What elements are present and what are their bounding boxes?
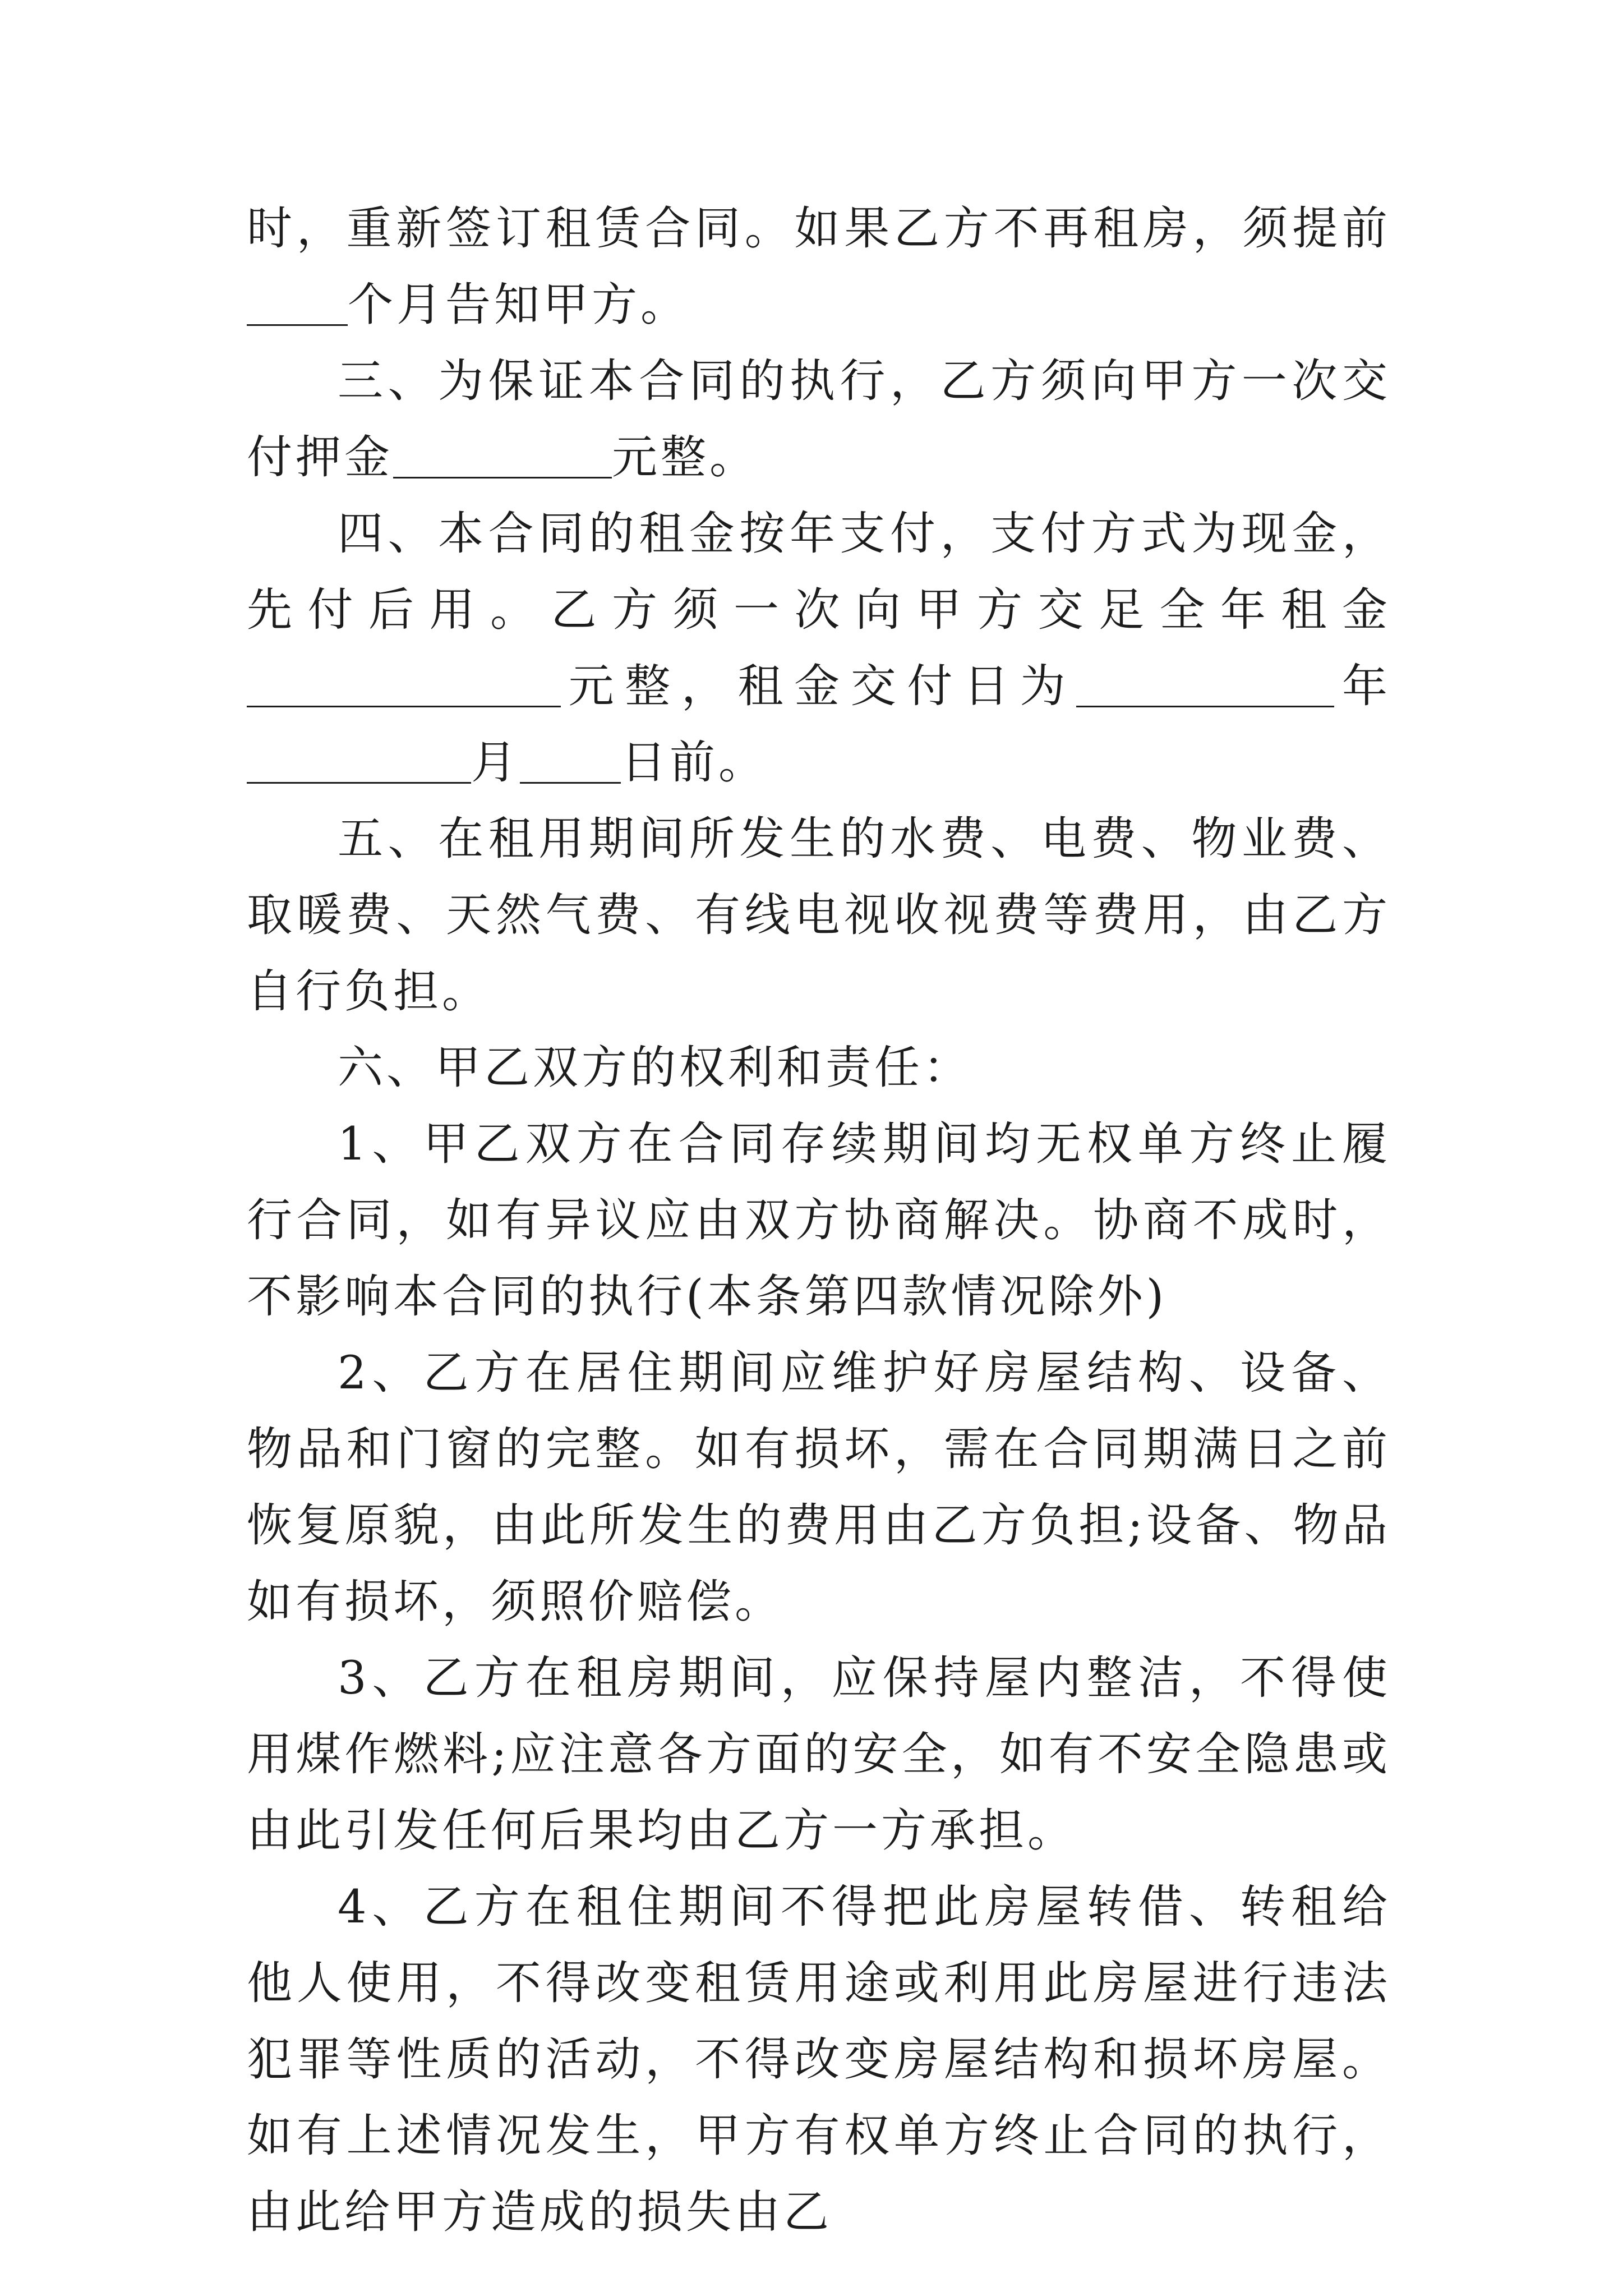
fill-in-blank-day	[520, 737, 621, 784]
paragraph-continued	[247, 191, 1391, 343]
fill-in-blank-deposit	[393, 432, 612, 478]
paragraph-text: 个月告知甲方。	[348, 279, 690, 332]
fill-in-blank-months	[247, 279, 348, 326]
paragraph-rights-heading: 六、甲乙双方的权利和责任：	[338, 1042, 972, 1094]
paragraph-text: 日前。	[621, 737, 768, 789]
paragraph-clause-2: 2、乙方在居住期间应维护好房屋结构、设备、物品和门窗的完整。如有损坏，需在合同期满日之前恢复原貌，由此所发生的费用由乙方负担;设备、物品如有损坏，须照价赔偿。	[247, 1347, 1391, 1628]
paragraph-text: 三、为保证本合同的执行，乙方须向甲方一次交付押金	[247, 355, 1391, 484]
contract-body	[247, 191, 1391, 2251]
paragraph-clause-4: 4、乙方在租住期间不得把此房屋转借、转租给他人使用，不得改变租赁用途或利用此房屋进行违法犯罪等性质的活动，不得改变房屋结构和损坏房屋。如有上述情况发生，甲方有权单方终止合同的执行，由此给甲方造成的损失由乙	[247, 1881, 1391, 2239]
paragraph-text: 时，重新签订租赁合同。如果乙方不再租房，须提前	[247, 203, 1391, 255]
fill-in-blank-year	[1076, 661, 1334, 707]
paragraph-rent-payment	[247, 496, 1391, 801]
paragraph-text: 元整，租金交付日为	[561, 660, 1077, 713]
fill-in-blank-month	[247, 737, 471, 784]
paragraph-text: 月	[471, 737, 520, 789]
paragraph-text: 元整。	[612, 431, 759, 484]
paragraph-text: 年	[1334, 660, 1391, 713]
paragraph-deposit	[247, 343, 1391, 496]
paragraph-utilities: 五、在租用期间所发生的水费、电费、物业费、取暖费、天然气费、有线电视收视费等费用，由乙方自行负担。	[247, 813, 1391, 1018]
fill-in-blank-annual-rent	[247, 661, 561, 707]
paragraph-clause-1: 1、甲乙双方在合同存续期间均无权单方终止履行合同，如有异议应由双方协商解决。协商不成时，不影响本合同的执行(本条第四款情况除外)	[247, 1118, 1391, 1323]
paragraph-clause-3: 3、乙方在租房期间，应保持屋内整洁，不得使用煤作燃料;应注意各方面的安全，如有不安全隐患或由此引发任何后果均由乙方一方承担。	[247, 1652, 1391, 1857]
paragraph-text: 四、本合同的租金按年支付，支付方式为现金，先付后用。乙方须一次向甲方交足全年租金	[247, 508, 1391, 637]
